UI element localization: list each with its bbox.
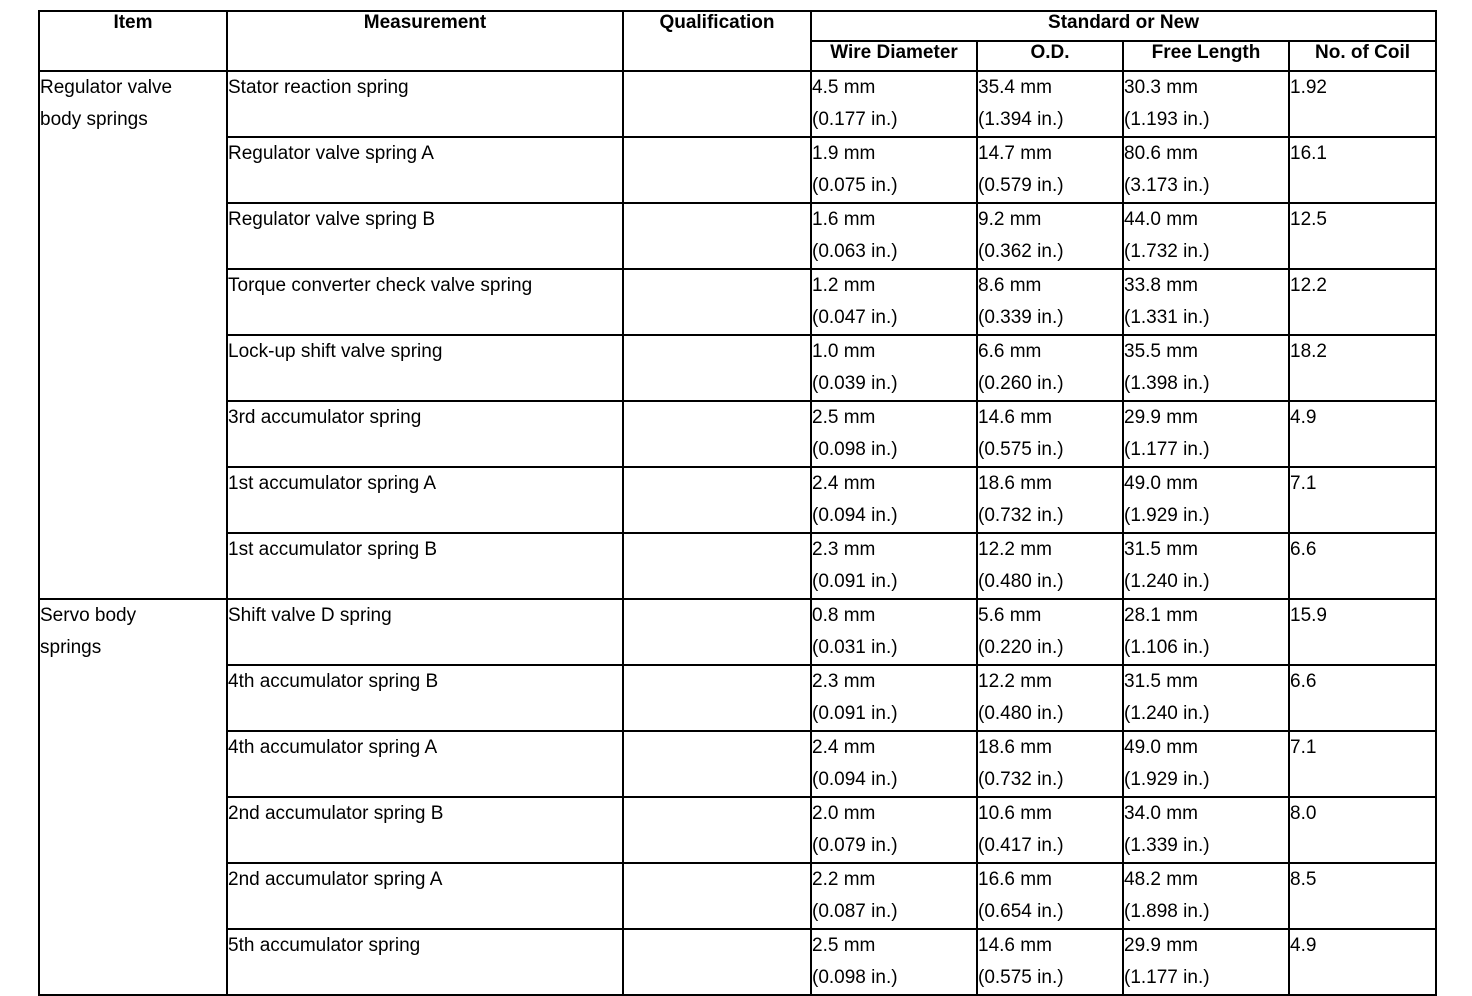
wire-diameter-mm: 1.6 mm [812,209,876,230]
coil-count-cell [1289,533,1436,599]
free-length-mm: 44.0 mm [1124,209,1198,230]
od-mm: 12.2 mm [978,539,1052,560]
od-in: (0.260 in.) [978,373,1064,394]
table-row [39,599,1436,665]
od-mm: 14.6 mm [978,935,1052,956]
table-row [39,665,1436,731]
wire-diameter-cell [811,929,977,995]
coil-count: 7.1 [1290,737,1317,758]
free-length-cell [1123,467,1289,533]
free-length-in: (1.898 in.) [1124,901,1210,922]
coil-count: 4.9 [1290,407,1317,428]
od-mm: 5.6 mm [978,605,1042,626]
spring-name: 5th accumulator spring [228,935,421,956]
measurement-cell [227,335,623,401]
od-cell [977,863,1123,929]
qualification-cell [623,533,811,599]
od-cell [977,137,1123,203]
coil-count-cell [1289,797,1436,863]
table-row [39,467,1436,533]
coil-count: 16.1 [1290,143,1327,164]
coil-count: 6.6 [1290,539,1317,560]
table-row [39,203,1436,269]
wire-diameter-mm: 2.3 mm [812,539,876,560]
table-row [39,797,1436,863]
measurement-cell [227,533,623,599]
spring-name: 3rd accumulator spring [228,407,422,428]
wire-diameter-cell [811,863,977,929]
od-in: (0.362 in.) [978,241,1064,262]
free-length-mm: 33.8 mm [1124,275,1198,296]
item-group-cell [39,599,227,995]
spring-name: 4th accumulator spring B [228,671,439,692]
od-in: (1.394 in.) [978,109,1064,130]
od-cell [977,269,1123,335]
coil-count-cell [1289,731,1436,797]
od-in: (0.575 in.) [978,967,1064,988]
table-row [39,137,1436,203]
coil-count-cell [1289,137,1436,203]
od-mm: 14.6 mm [978,407,1052,428]
od-cell [977,797,1123,863]
od-in: (0.480 in.) [978,703,1064,724]
free-length-mm: 48.2 mm [1124,869,1198,890]
item-group-label: Servo body [40,605,137,626]
header-item: Item [39,11,227,71]
qualification-cell [623,401,811,467]
header-od: O.D. [977,41,1123,71]
table-row [39,401,1436,467]
spring-name: 1st accumulator spring A [228,473,437,494]
free-length-mm: 80.6 mm [1124,143,1198,164]
measurement-cell [227,467,623,533]
coil-count-cell [1289,467,1436,533]
wire-diameter-in: (0.177 in.) [812,109,898,130]
spring-name: Regulator valve spring A [228,143,434,164]
coil-count-cell [1289,863,1436,929]
od-in: (0.339 in.) [978,307,1064,328]
item-group-label: Regulator valve [40,77,173,98]
free-length-cell [1123,929,1289,995]
free-length-mm: 35.5 mm [1124,341,1198,362]
qualification-cell [623,71,811,137]
od-in: (0.220 in.) [978,637,1064,658]
wire-diameter-mm: 1.2 mm [812,275,876,296]
od-cell [977,665,1123,731]
wire-diameter-in: (0.087 in.) [812,901,898,922]
coil-count: 8.5 [1290,869,1317,890]
free-length-mm: 49.0 mm [1124,473,1198,494]
table-row [39,863,1436,929]
measurement-cell [227,665,623,731]
od-cell [977,533,1123,599]
measurement-cell [227,599,623,665]
od-mm: 18.6 mm [978,473,1052,494]
free-length-cell [1123,71,1289,137]
table-row [39,731,1436,797]
wire-diameter-in: (0.098 in.) [812,967,898,988]
qualification-cell [623,797,811,863]
free-length-cell [1123,599,1289,665]
spring-name: 2nd accumulator spring B [228,803,444,824]
wire-diameter-cell [811,335,977,401]
free-length-in: (1.331 in.) [1124,307,1210,328]
free-length-in: (1.240 in.) [1124,571,1210,592]
wire-diameter-mm: 2.4 mm [812,473,876,494]
wire-diameter-mm: 2.4 mm [812,737,876,758]
free-length-cell [1123,203,1289,269]
wire-diameter-mm: 2.3 mm [812,671,876,692]
spring-name: Torque converter check valve spring [228,275,533,296]
free-length-cell [1123,533,1289,599]
qualification-cell [623,467,811,533]
header-free-length: Free Length [1123,41,1289,71]
free-length-in: (1.240 in.) [1124,703,1210,724]
od-cell [977,335,1123,401]
od-in: (0.575 in.) [978,439,1064,460]
od-mm: 9.2 mm [978,209,1042,230]
wire-diameter-in: (0.098 in.) [812,439,898,460]
free-length-cell [1123,269,1289,335]
free-length-in: (1.193 in.) [1124,109,1210,130]
measurement-cell [227,863,623,929]
coil-count-cell [1289,401,1436,467]
od-mm: 16.6 mm [978,869,1052,890]
free-length-in: (1.177 in.) [1124,967,1210,988]
wire-diameter-in: (0.075 in.) [812,175,898,196]
coil-count-cell [1289,71,1436,137]
od-mm: 6.6 mm [978,341,1042,362]
qualification-cell [623,335,811,401]
coil-count: 8.0 [1290,803,1317,824]
table-row [39,929,1436,995]
item-group-cell [39,71,227,599]
measurement-cell [227,71,623,137]
od-mm: 12.2 mm [978,671,1052,692]
free-length-cell [1123,335,1289,401]
od-cell [977,71,1123,137]
od-mm: 18.6 mm [978,737,1052,758]
measurement-cell [227,203,623,269]
free-length-in: (1.177 in.) [1124,439,1210,460]
coil-count: 6.6 [1290,671,1317,692]
wire-diameter-mm: 4.5 mm [812,77,876,98]
free-length-mm: 49.0 mm [1124,737,1198,758]
measurement-cell [227,731,623,797]
wire-diameter-in: (0.094 in.) [812,505,898,526]
od-cell [977,929,1123,995]
table-row [39,71,1436,137]
wire-diameter-in: (0.091 in.) [812,571,898,592]
qualification-cell [623,929,811,995]
qualification-cell [623,203,811,269]
header-measurement: Measurement [227,11,623,71]
spring-name: Lock-up shift valve spring [228,341,443,362]
free-length-cell [1123,137,1289,203]
qualification-cell [623,269,811,335]
free-length-mm: 28.1 mm [1124,605,1198,626]
free-length-mm: 34.0 mm [1124,803,1198,824]
table-row [39,335,1436,401]
free-length-mm: 31.5 mm [1124,539,1198,560]
wire-diameter-in: (0.047 in.) [812,307,898,328]
item-group-label: body springs [40,109,148,130]
od-cell [977,401,1123,467]
measurement-cell [227,797,623,863]
wire-diameter-cell [811,401,977,467]
free-length-cell [1123,797,1289,863]
coil-count-cell [1289,335,1436,401]
od-in: (0.579 in.) [978,175,1064,196]
free-length-cell [1123,665,1289,731]
wire-diameter-in: (0.091 in.) [812,703,898,724]
spring-name: Stator reaction spring [228,77,409,98]
coil-count-cell [1289,203,1436,269]
wire-diameter-mm: 2.5 mm [812,407,876,428]
header-qualification: Qualification [623,11,811,71]
od-in: (0.480 in.) [978,571,1064,592]
coil-count: 4.9 [1290,935,1317,956]
od-mm: 10.6 mm [978,803,1052,824]
od-mm: 8.6 mm [978,275,1042,296]
header-wire-diameter: Wire Diameter [811,41,977,71]
coil-count-cell [1289,599,1436,665]
wire-diameter-in: (0.094 in.) [812,769,898,790]
header-standard-or-new: Standard or New [811,11,1436,41]
measurement-cell [227,137,623,203]
od-in: (0.732 in.) [978,505,1064,526]
wire-diameter-in: (0.063 in.) [812,241,898,262]
free-length-cell [1123,731,1289,797]
spec-body [39,71,1436,995]
wire-diameter-mm: 2.5 mm [812,935,876,956]
wire-diameter-cell [811,137,977,203]
free-length-in: (1.106 in.) [1124,637,1210,658]
free-length-in: (1.929 in.) [1124,769,1210,790]
wire-diameter-mm: 0.8 mm [812,605,876,626]
coil-count-cell [1289,929,1436,995]
coil-count: 18.2 [1290,341,1327,362]
table-row [39,533,1436,599]
wire-diameter-in: (0.039 in.) [812,373,898,394]
free-length-in: (1.339 in.) [1124,835,1210,856]
spring-name: Regulator valve spring B [228,209,435,230]
free-length-mm: 29.9 mm [1124,407,1198,428]
wire-diameter-cell [811,731,977,797]
wire-diameter-mm: 1.9 mm [812,143,876,164]
free-length-in: (1.732 in.) [1124,241,1210,262]
wire-diameter-cell [811,71,977,137]
wire-diameter-cell [811,797,977,863]
wire-diameter-cell [811,599,977,665]
wire-diameter-in: (0.079 in.) [812,835,898,856]
free-length-cell [1123,863,1289,929]
od-in: (0.654 in.) [978,901,1064,922]
qualification-cell [623,599,811,665]
wire-diameter-mm: 1.0 mm [812,341,876,362]
od-in: (0.732 in.) [978,769,1064,790]
free-length-mm: 29.9 mm [1124,935,1198,956]
free-length-cell [1123,401,1289,467]
od-cell [977,203,1123,269]
coil-count-cell [1289,665,1436,731]
wire-diameter-mm: 2.2 mm [812,869,876,890]
coil-count: 15.9 [1290,605,1327,626]
od-cell [977,731,1123,797]
wire-diameter-cell [811,269,977,335]
coil-count: 12.2 [1290,275,1327,296]
coil-count: 12.5 [1290,209,1327,230]
spring-name: 4th accumulator spring A [228,737,438,758]
qualification-cell [623,137,811,203]
od-mm: 14.7 mm [978,143,1052,164]
spring-name: Shift valve D spring [228,605,392,626]
wire-diameter-in: (0.031 in.) [812,637,898,658]
od-cell [977,599,1123,665]
wire-diameter-mm: 2.0 mm [812,803,876,824]
wire-diameter-cell [811,467,977,533]
od-in: (0.417 in.) [978,835,1064,856]
measurement-cell [227,401,623,467]
qualification-cell [623,731,811,797]
wire-diameter-cell [811,665,977,731]
spring-name: 2nd accumulator spring A [228,869,443,890]
od-mm: 35.4 mm [978,77,1052,98]
od-cell [977,467,1123,533]
qualification-cell [623,863,811,929]
coil-count: 1.92 [1290,77,1327,98]
coil-count-cell [1289,269,1436,335]
item-group-label: springs [40,637,102,658]
free-length-mm: 31.5 mm [1124,671,1198,692]
spring-spec-table [38,10,1437,996]
header-no-of-coil: No. of Coil [1289,41,1436,71]
qualification-cell [623,665,811,731]
measurement-cell [227,929,623,995]
free-length-in: (1.929 in.) [1124,505,1210,526]
wire-diameter-cell [811,533,977,599]
table-row [39,269,1436,335]
coil-count: 7.1 [1290,473,1317,494]
free-length-mm: 30.3 mm [1124,77,1198,98]
wire-diameter-cell [811,203,977,269]
measurement-cell [227,269,623,335]
spring-name: 1st accumulator spring B [228,539,438,560]
free-length-in: (1.398 in.) [1124,373,1210,394]
free-length-in: (3.173 in.) [1124,175,1210,196]
